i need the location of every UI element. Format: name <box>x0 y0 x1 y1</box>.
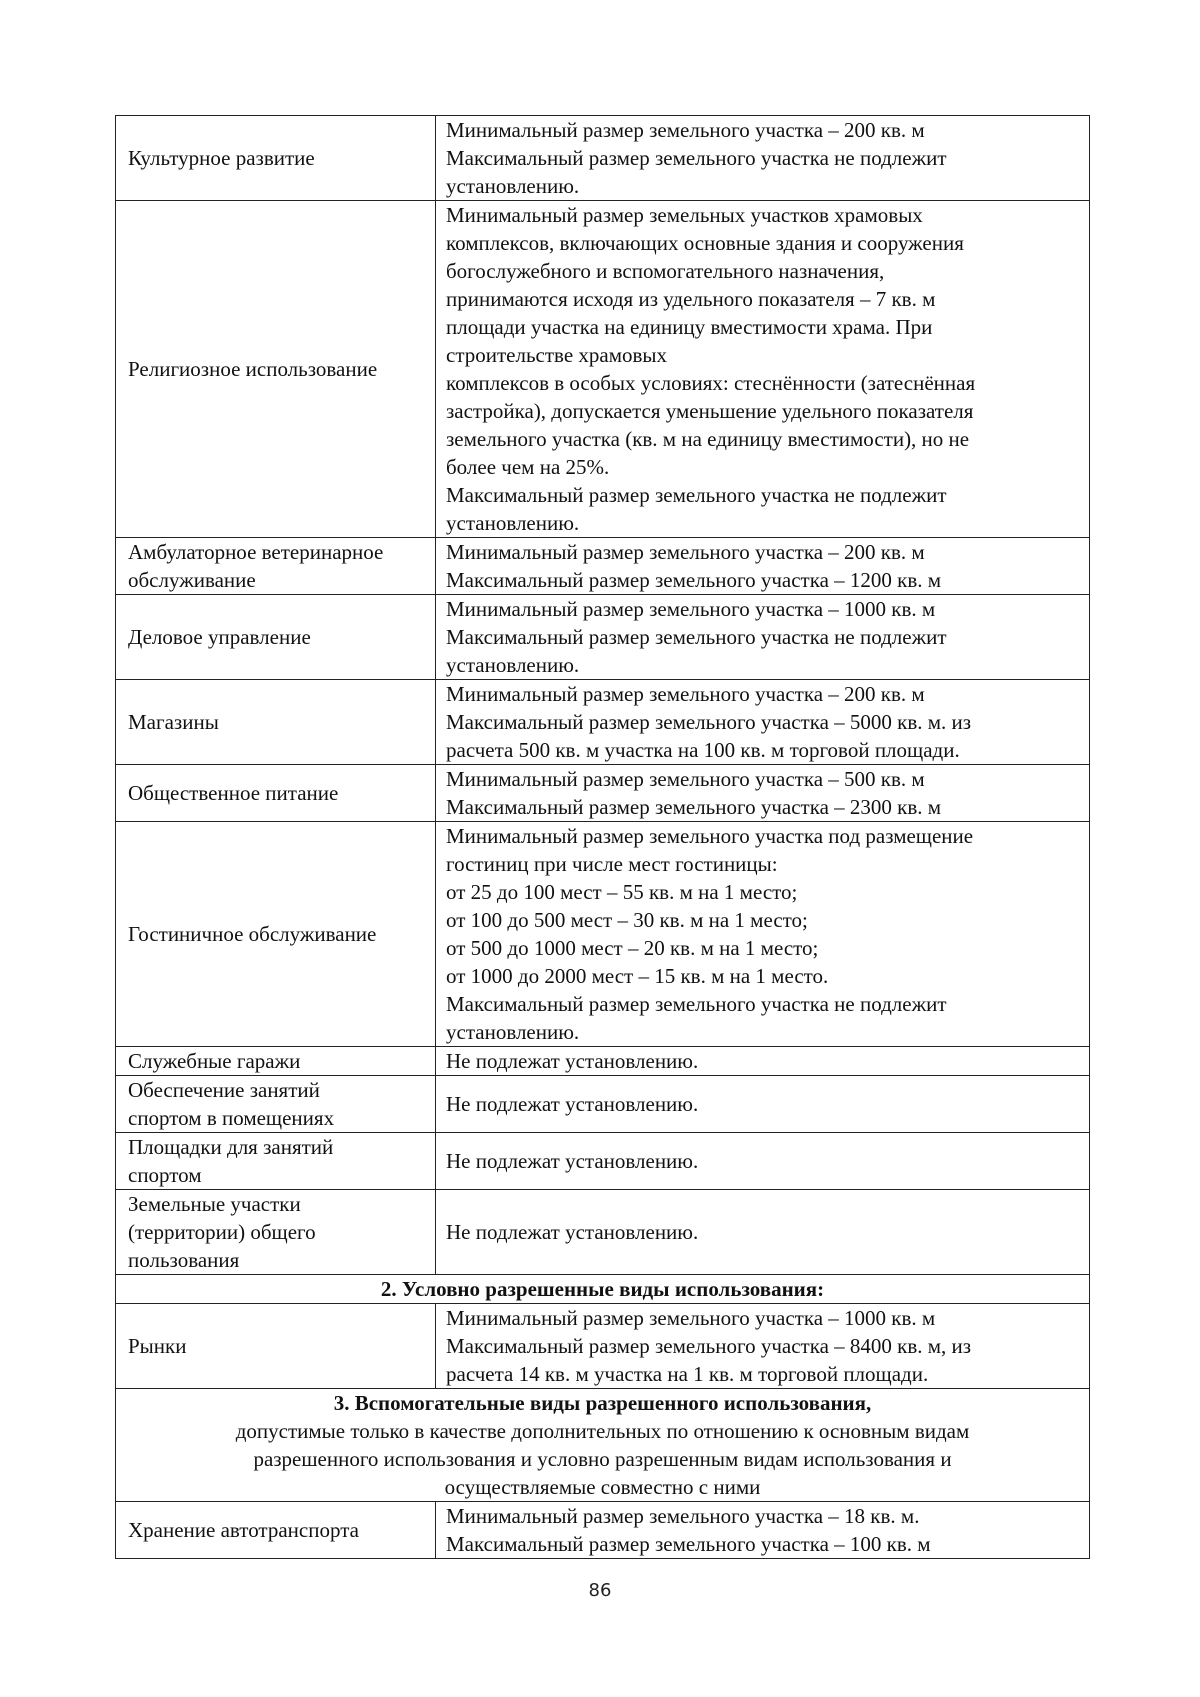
parameters-cell <box>436 822 1090 1047</box>
parameter-line: расчета 500 кв. м участка на 100 кв. м торговой площади. <box>446 738 960 762</box>
parameters-cell <box>436 1304 1090 1389</box>
parameter-line: Максимальный размер земельного участка – 1200 кв. м <box>446 568 942 592</box>
use-type-cell <box>116 1076 436 1133</box>
section-subtitle-line: осуществляемые совместно с ними <box>444 1475 761 1499</box>
table-row <box>116 680 1090 765</box>
table-row <box>116 765 1090 822</box>
parameter-line: Не подлежат установлению. <box>446 1049 699 1073</box>
section-heading-cell <box>116 1275 1090 1304</box>
parameters-cell <box>436 1133 1090 1190</box>
use-type-name: Общественное питание <box>128 781 339 805</box>
use-type-cell <box>116 595 436 680</box>
section-3-heading <box>116 1389 1090 1502</box>
use-type-cell <box>116 116 436 201</box>
parameter-line: Не подлежат установлению. <box>446 1149 699 1173</box>
use-type-cell <box>116 538 436 595</box>
parameter-line: установлению. <box>446 653 580 677</box>
parameters-cell <box>436 765 1090 822</box>
section-heading-cell <box>116 1389 1090 1502</box>
parameter-line: более чем на 25%. <box>446 455 610 479</box>
use-type-name: спортом в помещениях <box>128 1106 335 1130</box>
use-type-name: Земельные участки <box>128 1192 301 1216</box>
parameter-line: Минимальный размер земельного участка – 18 кв. м. <box>446 1504 920 1528</box>
use-type-cell <box>116 1047 436 1076</box>
use-type-name: пользования <box>128 1248 240 1272</box>
parameter-line: комплексов в особых условиях: стеснённости (затеснённая <box>446 371 976 395</box>
parameter-line: Минимальный размер земельного участка – 200 кв. м <box>446 540 925 564</box>
parameter-line: Максимальный размер земельного участка – 100 кв. м <box>446 1532 931 1556</box>
parameter-line: Не подлежат установлению. <box>446 1092 699 1116</box>
page-number: 86 <box>588 1580 612 1601</box>
parameter-line: Минимальный размер земельного участка – 200 кв. м <box>446 118 925 142</box>
parameter-line: Максимальный размер земельного участка – 5000 кв. м. из <box>446 710 972 734</box>
parameter-line: установлению. <box>446 511 580 535</box>
use-type-name: Площадки для занятий <box>128 1135 334 1159</box>
parameter-line: Максимальный размер земельного участка не подлежит <box>446 992 947 1016</box>
parameter-line: гостиниц при числе мест гостиницы: <box>446 852 778 876</box>
parameter-line: комплексов, включающих основные здания и сооружения <box>446 231 964 255</box>
parameters-cell <box>436 1502 1090 1559</box>
section-title: 2. Условно разрешенные виды использования: <box>380 1277 825 1301</box>
table-row <box>116 822 1090 1047</box>
use-type-name: обслуживание <box>128 568 256 592</box>
section-subtitle-line: разрешенного использования и условно разрешенным видам использования и <box>253 1447 952 1471</box>
table-row <box>116 1502 1090 1559</box>
use-type-cell <box>116 765 436 822</box>
parameters-cell <box>436 538 1090 595</box>
parameter-line: установлению. <box>446 174 580 198</box>
use-type-cell <box>116 1133 436 1190</box>
parameter-line: Максимальный размер земельного участка – 2300 кв. м <box>446 795 942 819</box>
use-type-name: Магазины <box>128 710 219 734</box>
parameter-line: Минимальный размер земельного участка – 1000 кв. м <box>446 597 936 621</box>
table-row <box>116 1076 1090 1133</box>
parameter-line: земельного участка (кв. м на единицу вместимости), но не <box>446 427 970 451</box>
table-row <box>116 1047 1090 1076</box>
use-type-cell <box>116 1190 436 1275</box>
parameters-cell <box>436 201 1090 538</box>
use-type-name: Гостиничное обслуживание <box>128 922 377 946</box>
table-row <box>116 1304 1090 1389</box>
table-row <box>116 1190 1090 1275</box>
parameter-line: Минимальный размер земельного участка – 500 кв. м <box>446 767 925 791</box>
use-type-name: спортом <box>128 1163 202 1187</box>
land-use-table <box>115 115 1090 1559</box>
parameter-line: Максимальный размер земельного участка не подлежит <box>446 625 947 649</box>
parameter-line: Максимальный размер земельного участка не подлежит <box>446 146 947 170</box>
parameters-cell <box>436 680 1090 765</box>
parameter-line: Максимальный размер земельного участка – 8400 кв. м, из <box>446 1334 972 1358</box>
use-type-cell <box>116 1304 436 1389</box>
parameters-cell <box>436 1190 1090 1275</box>
parameter-line: богослужебного и вспомогательного назначения, <box>446 259 885 283</box>
parameter-line: расчета 14 кв. м участка на 1 кв. м торговой площади. <box>446 1362 929 1386</box>
use-type-name: Служебные гаражи <box>128 1049 301 1073</box>
use-type-name: Деловое управление <box>128 625 311 649</box>
use-type-name: Амбулаторное ветеринарное <box>128 540 384 564</box>
parameters-cell <box>436 595 1090 680</box>
use-type-cell <box>116 822 436 1047</box>
use-type-cell <box>116 1502 436 1559</box>
use-type-name: Культурное развитие <box>128 146 315 170</box>
table-row <box>116 1133 1090 1190</box>
use-type-cell <box>116 201 436 538</box>
use-type-name: Религиозное использование <box>128 357 378 381</box>
parameter-line: Не подлежат установлению. <box>446 1220 699 1244</box>
use-type-name: Хранение автотранспорта <box>128 1518 359 1542</box>
use-type-cell <box>116 680 436 765</box>
parameter-line: Минимальный размер земельного участка под размещение <box>446 824 974 848</box>
parameter-line: площади участка на единицу вместимости храма. При <box>446 315 933 339</box>
table-row <box>116 201 1090 538</box>
parameter-line: Минимальный размер земельного участка – 200 кв. м <box>446 682 925 706</box>
parameter-line: застройка), допускается уменьшение удельного показателя <box>446 399 974 423</box>
table-row <box>116 538 1090 595</box>
parameter-line: Минимальный размер земельных участков храмовых <box>446 203 923 227</box>
parameters-cell <box>436 116 1090 201</box>
section-title: 3. Вспомогательные виды разрешенного использования, <box>333 1391 872 1415</box>
parameter-line: от 100 до 500 мест – 30 кв. м на 1 место; <box>446 908 808 932</box>
parameter-line: принимаются исходя из удельного показателя – 7 кв. м <box>446 287 936 311</box>
use-type-name: Рынки <box>128 1334 187 1358</box>
parameter-line: от 1000 до 2000 мест – 15 кв. м на 1 место. <box>446 964 829 988</box>
parameters-cell <box>436 1076 1090 1133</box>
parameter-line: от 25 до 100 мест – 55 кв. м на 1 место; <box>446 880 798 904</box>
parameters-cell <box>436 1047 1090 1076</box>
section-subtitle-line: допустимые только в качестве дополнительных по отношению к основным видам <box>235 1419 970 1443</box>
parameter-line: строительстве храмовых <box>446 343 668 367</box>
parameter-line: от 500 до 1000 мест – 20 кв. м на 1 место; <box>446 936 819 960</box>
parameter-line: Минимальный размер земельного участка – 1000 кв. м <box>446 1306 936 1330</box>
table-row <box>116 116 1090 201</box>
section-2-heading <box>116 1275 1090 1304</box>
use-type-name: (территории) общего <box>128 1220 316 1244</box>
parameter-line: Максимальный размер земельного участка не подлежит <box>446 483 947 507</box>
use-type-name: Обеспечение занятий <box>128 1078 320 1102</box>
parameter-line: установлению. <box>446 1020 580 1044</box>
table-row <box>116 595 1090 680</box>
